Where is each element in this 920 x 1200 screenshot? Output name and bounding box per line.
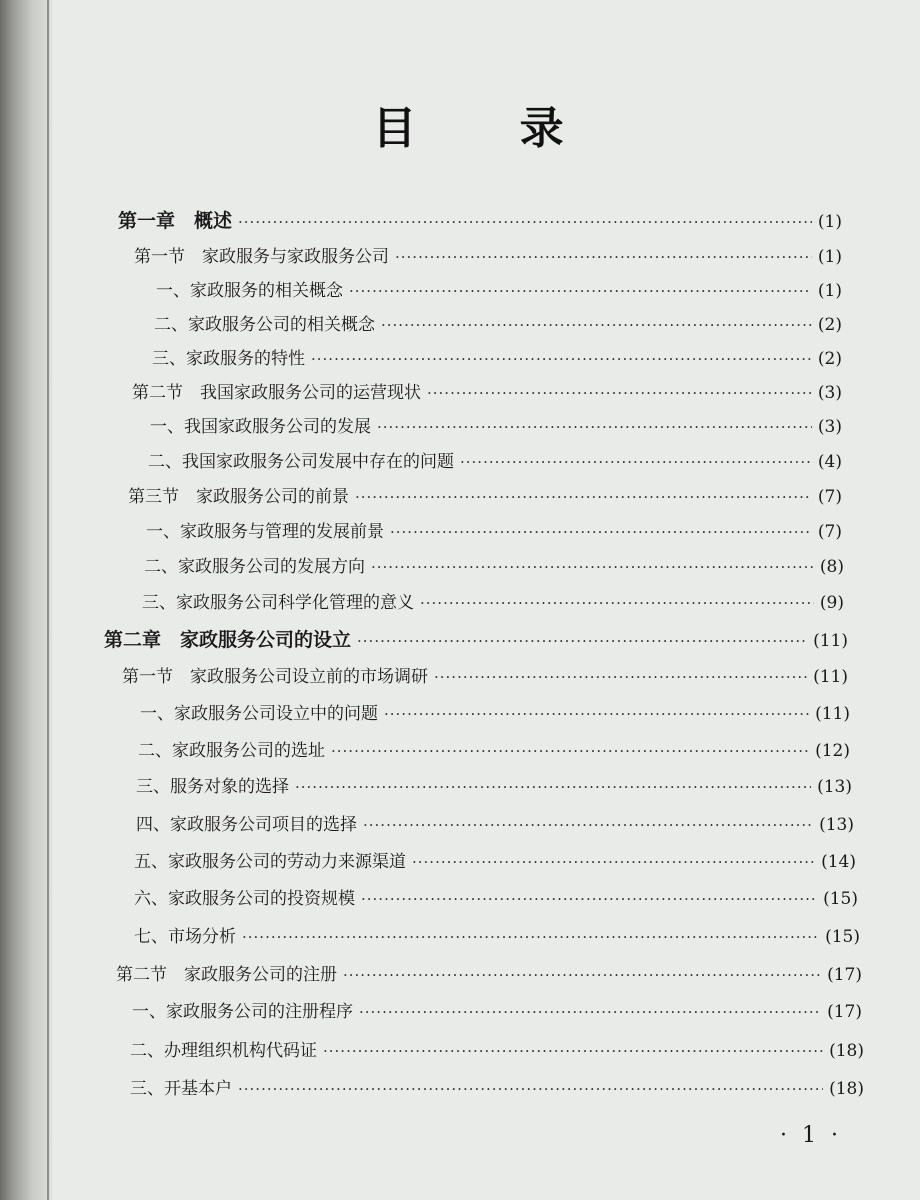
toc-leader [323, 1042, 823, 1060]
toc-entry-page: (18) [829, 1041, 864, 1061]
toc-entry-title: 一、家政服务公司设立中的问题 [140, 704, 378, 724]
toc-entry-title: 三、开基本户 [130, 1079, 232, 1099]
toc-entry[interactable] [154, 310, 842, 335]
toc-entry-title: 六、家政服务公司的投资规模 [134, 889, 355, 909]
toc-entry-title: 二、办理组织机构代码证 [130, 1041, 317, 1061]
toc-entry-page: (3) [817, 383, 842, 403]
toc-leader [361, 890, 817, 908]
toc-entry-page: (2) [817, 315, 842, 335]
toc-entry[interactable] [138, 736, 850, 761]
toc-leader [377, 418, 812, 436]
toc-entry-page: (11) [815, 704, 850, 724]
toc-entry[interactable] [132, 997, 862, 1022]
toc-entry[interactable] [134, 922, 860, 947]
toc-leader [295, 778, 811, 796]
toc-leader [395, 248, 812, 266]
toc-entry[interactable] [152, 344, 842, 369]
toc-leader [359, 1003, 821, 1021]
toc-entry-title: 一、家政服务的相关概念 [156, 281, 343, 301]
toc-leader [412, 853, 815, 871]
toc-entry-page: (15) [823, 889, 858, 909]
toc-entry[interactable] [144, 552, 844, 577]
toc-entry-title: 三、服务对象的选择 [136, 777, 289, 797]
toc-entry-title: 第二节 我国家政服务公司的运营现状 [132, 383, 421, 403]
toc-entry-title: 二、家政服务公司的选址 [138, 741, 325, 761]
toc-leader [357, 632, 807, 650]
toc-entry[interactable] [136, 772, 852, 797]
toc-entry-title: 四、家政服务公司项目的选择 [136, 815, 357, 835]
toc-entry[interactable] [134, 242, 842, 267]
toc-entry[interactable] [150, 412, 842, 437]
toc-leader [238, 1080, 823, 1098]
toc-entry[interactable] [130, 1074, 864, 1099]
toc-entry-title: 五、家政服务公司的劳动力来源渠道 [134, 852, 406, 872]
toc-leader [349, 282, 812, 300]
toc-entry[interactable] [104, 625, 848, 652]
toc-entry-title: 二、我国家政服务公司发展中存在的问题 [148, 452, 454, 472]
toc-entry[interactable] [130, 1036, 864, 1061]
toc-leader [420, 594, 814, 612]
toc-entry[interactable] [134, 847, 856, 872]
toc-entry[interactable] [118, 206, 842, 233]
toc-leader [343, 966, 821, 984]
toc-entry-page: (14) [821, 852, 856, 872]
toc-leader [390, 523, 812, 541]
page-number: · 1 · [780, 1123, 842, 1148]
toc-leader [355, 488, 812, 506]
toc-entry-title: 七、市场分析 [134, 927, 236, 947]
toc-entry-page: (2) [817, 349, 842, 369]
toc-leader [331, 742, 809, 760]
toc-leader [427, 384, 812, 402]
toc-entry-title: 二、家政服务公司的发展方向 [144, 557, 365, 577]
toc-entry-page: (17) [827, 1002, 862, 1022]
toc-entry-title: 一、家政服务与管理的发展前景 [146, 522, 384, 542]
toc-entry-title: 第二节 家政服务公司的注册 [116, 965, 337, 985]
toc-entry[interactable] [134, 884, 858, 909]
toc-entry[interactable] [148, 447, 842, 472]
toc-entry-title: 第二章 家政服务公司的设立 [104, 629, 352, 651]
toc-entry-title: 第三节 家政服务公司的前景 [128, 487, 349, 507]
toc-entry-page: (11) [813, 631, 848, 651]
toc-entry-page: (13) [819, 815, 854, 835]
toc-entry-title: 第一节 家政服务与家政服务公司 [134, 247, 389, 267]
toc-leader [384, 705, 809, 723]
toc-entry[interactable] [116, 960, 862, 985]
toc-entry-page: (7) [817, 487, 842, 507]
toc-entry[interactable] [128, 482, 842, 507]
toc-entry-title: 一、我国家政服务公司的发展 [150, 417, 371, 437]
toc-leader [242, 928, 819, 946]
toc-entry-title: 二、家政服务公司的相关概念 [154, 315, 375, 335]
toc-entry-page: (11) [813, 667, 848, 687]
toc-entry-page: (1) [817, 247, 842, 267]
toc-leader [311, 350, 812, 368]
toc-entry[interactable] [146, 517, 842, 542]
toc-entry-title: 一、家政服务公司的注册程序 [132, 1002, 353, 1022]
toc-entry[interactable] [132, 378, 842, 403]
toc-entry-page: (8) [819, 557, 844, 577]
toc-entry[interactable] [156, 276, 842, 301]
toc-entry-title: 三、家政服务公司科学化管理的意义 [142, 593, 414, 613]
toc-entry-title: 三、家政服务的特性 [152, 349, 305, 369]
toc-entry-page: (18) [829, 1079, 864, 1099]
toc-entry-title: 第一章 概述 [118, 210, 233, 232]
toc-leader [363, 816, 813, 834]
toc-entry-page: (1) [817, 281, 842, 301]
toc-leader [460, 453, 812, 471]
toc-leader [371, 558, 814, 576]
toc-entry-page: (9) [819, 593, 844, 613]
toc-entry-page: (7) [817, 522, 842, 542]
toc-entry[interactable] [136, 810, 854, 835]
toc-entry-page: (17) [827, 965, 862, 985]
toc-entry-page: (12) [815, 741, 850, 761]
toc-entry[interactable] [122, 662, 848, 687]
toc-entry-page: (1) [817, 212, 842, 232]
toc-entry-page: (3) [817, 417, 842, 437]
toc-entry[interactable] [142, 588, 844, 613]
toc-entry-page: (15) [825, 927, 860, 947]
toc-entry[interactable] [140, 699, 850, 724]
toc-entry-page: (13) [817, 777, 852, 797]
toc-leader [434, 668, 807, 686]
toc-leader [238, 213, 812, 231]
toc-leader [381, 316, 812, 334]
toc-entry-title: 第一节 家政服务公司设立前的市场调研 [122, 667, 428, 687]
toc-entry-page: (4) [817, 452, 842, 472]
page-title: 目 录 [372, 103, 608, 154]
